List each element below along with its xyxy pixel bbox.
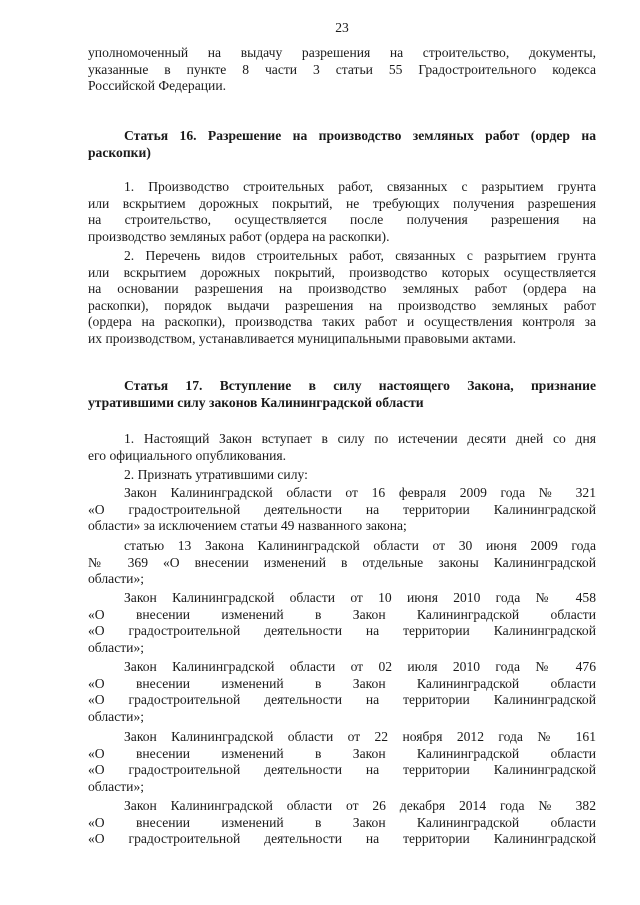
article-16-paragraph-1 xyxy=(88,179,596,245)
text-line: (ордера на раскопки), производства таких работ и осуществления контроля за xyxy=(88,314,596,330)
heading-line: Статья 17. Вступление в силу настоящего Закона, признание xyxy=(124,378,596,393)
text-line: его официального опубликования. xyxy=(88,447,287,463)
text-line: уполномоченный на выдачу разрешения на строительство, документы, xyxy=(88,45,596,60)
heading-line: утратившими силу законов Калининградской области xyxy=(88,394,424,410)
text-line: области»; xyxy=(88,778,145,794)
text-line: области» за исключением статьи 49 названного закона; xyxy=(88,518,407,534)
text-line: производство земляных работ (ордера на раскопки). xyxy=(88,228,390,244)
text-line: их производством, устанавливается муниципальными правовыми актами. xyxy=(88,330,517,346)
text-line: или вскрытием дорожных покрытий, не требующих получения разрешения xyxy=(88,195,596,211)
text-line: Закон Калининградской области от 10 июня 2010 года № 458 xyxy=(124,590,596,605)
text-line: статью 13 Закона Калининградской области от 30 июня 2009 года xyxy=(124,538,596,553)
repealed-law-1 xyxy=(88,485,596,535)
text-line: «О градостроительной деятельности на территории Калининградской xyxy=(88,831,596,847)
article-17-paragraph-2 xyxy=(88,467,596,484)
text-line: «О градостроительной деятельности на территории Калининградской xyxy=(88,762,596,778)
repealed-law-2 xyxy=(88,538,596,588)
page-number: 23 xyxy=(335,20,349,35)
text-line: «О градостроительной деятельности на территории Калининградской xyxy=(88,692,596,708)
text-line: «О градостроительной деятельности на территории Калининградской xyxy=(88,623,596,639)
text-line: на строительство, осуществляется после получения разрешения на xyxy=(88,212,596,228)
text-line: «О внесении изменений в Закон Калининградской области xyxy=(88,814,596,830)
text-line: Закон Калининградской области от 22 ноября 2012 года № 161 xyxy=(124,729,596,744)
repealed-law-6 xyxy=(88,798,596,848)
text-line: Закон Калининградской области от 02 июля 2010 года № 476 xyxy=(124,659,596,674)
repealed-law-5 xyxy=(88,729,596,795)
text-line: 1. Настоящий Закон вступает в силу по истечении десяти дней со дня xyxy=(124,431,596,446)
text-line: указанные в пункте 8 части 3 статьи 55 Градостроительного кодекса xyxy=(88,61,596,77)
text-line: 2. Перечень видов строительных работ, связанных с разрытием грунта xyxy=(124,248,596,263)
article-17-paragraph-1 xyxy=(88,431,596,464)
text-line: Российской Федерации. xyxy=(88,78,226,94)
text-line: Закон Калининградской области от 16 февраля 2009 года № 321 xyxy=(124,485,596,500)
text-line: области»; xyxy=(88,639,145,655)
repealed-law-4 xyxy=(88,659,596,725)
text-line: 2. Признать утратившими силу: xyxy=(124,467,308,482)
text-line: 1. Производство строительных работ, связанных с разрытием грунта xyxy=(124,179,596,194)
top-paragraph xyxy=(88,45,596,95)
text-line: раскопки), порядок выдачи разрешения на производство земляных работ xyxy=(88,297,596,313)
text-line: на основании разрешения на производство земляных работ (ордера на xyxy=(88,281,596,297)
heading-line: Статья 16. Разрешение на производство земляных работ (ордер на xyxy=(124,128,596,143)
text-line: или вскрытием дорожных покрытий, производство которых осуществляется xyxy=(88,264,596,280)
text-line: области»; xyxy=(88,708,145,724)
article-17-heading xyxy=(88,378,596,411)
text-line: № 369 «О внесении изменений в отдельные законы Калининградской xyxy=(88,554,596,570)
text-line: «О внесении изменений в Закон Калининградской области xyxy=(88,675,596,691)
heading-line: раскопки) xyxy=(88,144,151,160)
text-line: области»; xyxy=(88,571,145,587)
text-line: «О внесении изменений в Закон Калининградской области xyxy=(88,745,596,761)
text-line: «О внесении изменений в Закон Калининградской области xyxy=(88,606,596,622)
article-16-heading xyxy=(88,128,596,161)
text-line: Закон Калининградской области от 26 декабря 2014 года № 382 xyxy=(124,798,596,813)
article-16-paragraph-2 xyxy=(88,248,596,348)
text-line: «О градостроительной деятельности на территории Калининградской xyxy=(88,501,596,517)
repealed-law-3 xyxy=(88,590,596,656)
